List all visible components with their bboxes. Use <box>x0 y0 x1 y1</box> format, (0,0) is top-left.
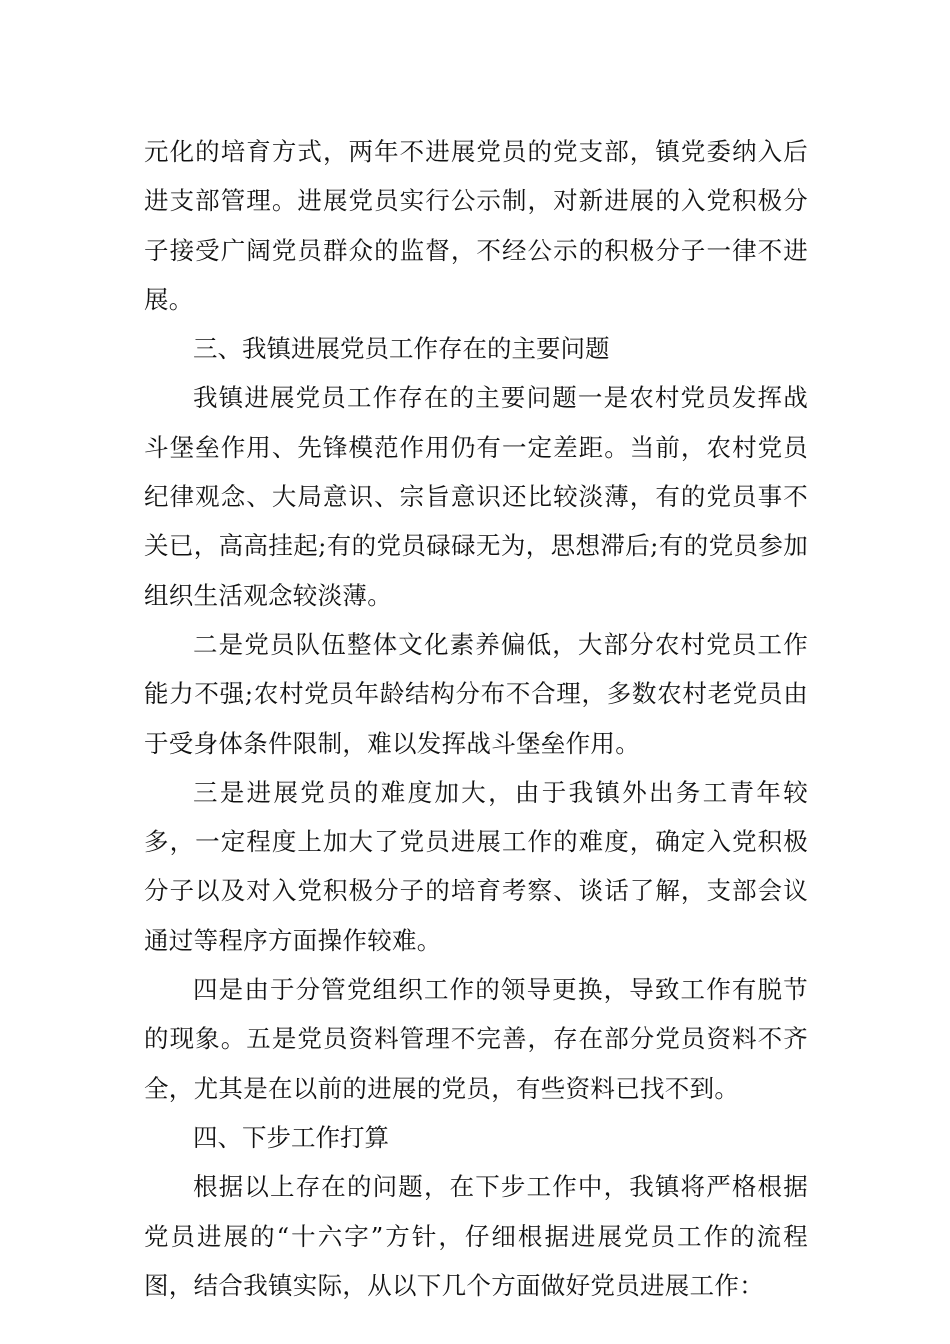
section-heading-problems: 三、我镇进展党员工作存在的主要问题 <box>193 334 610 364</box>
document-body <box>144 127 808 1310</box>
paragraph-problem-three: 三是进展党员的难度加大，由于我镇外出务工青年较多，一定程度上加大了党员进展工作的难度，确定入党积极分子以及对入党积极分子的培育考察、谈话了解，支部会议通过等程序方面操作较难。 <box>144 777 808 955</box>
paragraph-problem-two: 二是党员队伍整体文化素养偏低，大部分农村党员工作能力不强;农村党员年龄结构分布不合理，多数农村老党员由于受身体条件限制，难以发挥战斗堡垒作用。 <box>144 629 808 758</box>
paragraph-next-steps: 根据以上存在的问题，在下步工作中，我镇将严格根据党员进展的“十六字”方针，仔细根据进展党员工作的流程图，结合我镇实际，从以下几个方面做好党员进展工作： <box>144 1172 808 1300</box>
paragraph-problem-four-five: 四是由于分管党组织工作的领导更换，导致工作有脱节的现象。五是党员资料管理不完善，存在部分党员资料不齐全，尤其是在以前的进展的党员，有些资料已找不到。 <box>144 975 808 1103</box>
paragraph-continuation: 元化的培育方式，两年不进展党员的党支部，镇党委纳入后进支部管理。进展党员实行公示制，对新进展的入党积极分子接受广阔党员群众的监督，不经公示的积极分子一律不进展。 <box>144 137 808 314</box>
section-heading-next-steps: 四、下步工作打算 <box>193 1122 389 1152</box>
paragraph-problem-one: 我镇进展党员工作存在的主要问题一是农村党员发挥战斗堡垒作用、先锋模范作用仍有一定差距。当前，农村党员纪律观念、大局意识、宗旨意识还比较淡薄，有的党员事不关已，高高挂起;有的党员碌碌无为，思想滞后;有的党员参加组织生活观念较淡薄。 <box>144 383 808 610</box>
